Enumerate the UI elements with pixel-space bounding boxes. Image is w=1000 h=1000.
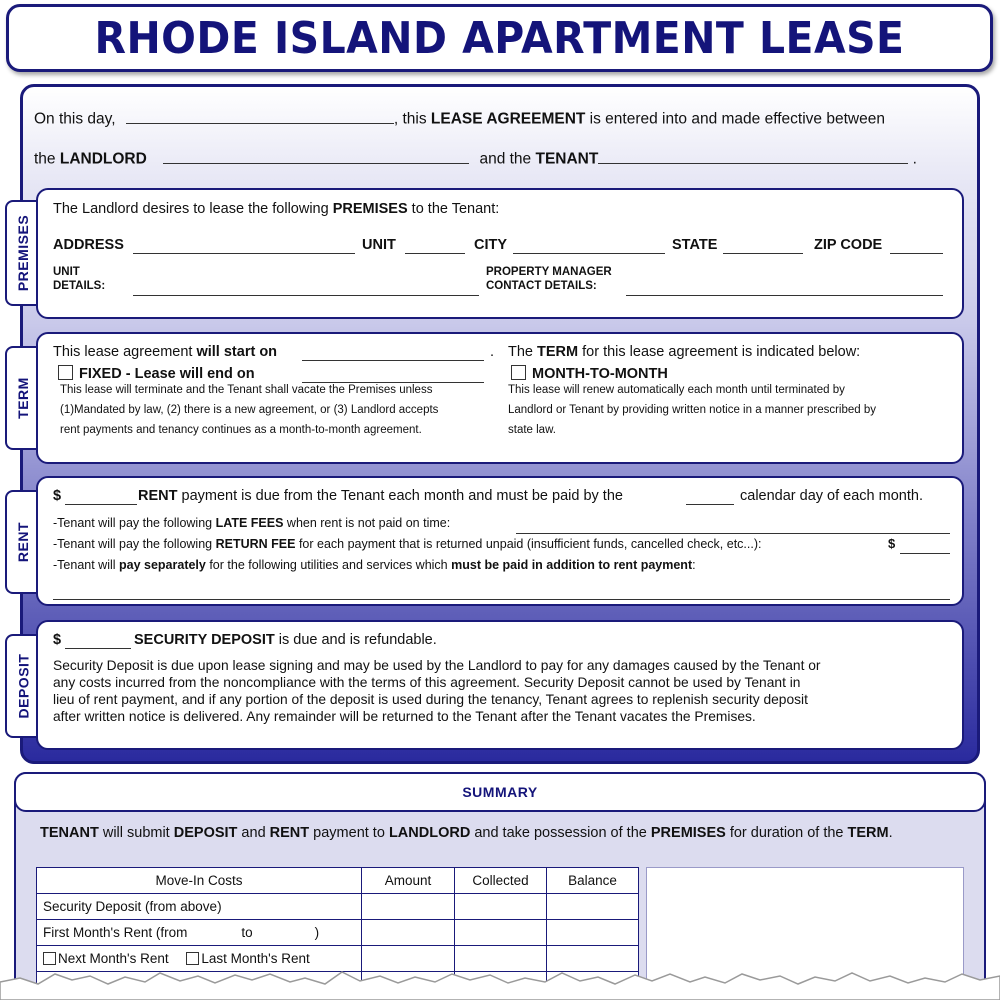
late-b: LATE FEES	[215, 516, 284, 530]
col-amount: Amount	[362, 868, 455, 894]
pm-contact-field[interactable]	[626, 280, 943, 296]
sum-tenant: TENANT	[40, 825, 99, 841]
pm-label-2: CONTACT DETAILS:	[486, 280, 597, 292]
cell-collected[interactable]	[455, 920, 547, 946]
state-field[interactable]	[723, 238, 803, 254]
cell-balance[interactable]	[547, 894, 639, 920]
table-row	[37, 920, 639, 946]
deposit-tab-label: DEPOSIT	[15, 653, 31, 719]
effective-between-label: is entered into and made effective between	[585, 110, 885, 128]
intro-line-1	[34, 108, 885, 129]
premises-tab-label: PREMISES	[15, 214, 32, 292]
late-a: -Tenant will pay the following	[53, 516, 216, 530]
deposit-para-3: lieu of rent payment, and if any portion of the deposit is used during the tenancy, Tenant agrees to replenish security deposit	[53, 692, 808, 707]
last-month-label: Last Month's Rent	[201, 951, 310, 966]
late-c: when rent is not paid on time:	[283, 516, 451, 530]
deposit-due-text	[134, 632, 437, 648]
col-balance: Balance	[547, 868, 639, 894]
zip-field[interactable]	[890, 238, 943, 254]
return-dollar: $	[888, 536, 896, 551]
col-collected: Collected	[455, 868, 547, 894]
sum-deposit: DEPOSIT	[173, 825, 238, 841]
deposit-amount-field[interactable]	[65, 633, 131, 649]
fixed-desc-2: (1)Mandated by law, (2) there is a new agreement, or (3) Landlord accepts	[60, 404, 439, 416]
landlord-label: LANDLORD	[59, 150, 147, 168]
term-tab	[5, 346, 39, 450]
unit-details-label-1: UNIT	[53, 266, 80, 278]
return-fee-field[interactable]	[900, 538, 950, 554]
deposit-section	[36, 620, 964, 750]
premises-tab	[5, 200, 39, 306]
deposit-due: is due and is refundable.	[274, 632, 437, 648]
sum-duration: for duration of the	[725, 825, 848, 841]
sum-end: .	[888, 825, 893, 841]
return-a: -Tenant will pay the following	[53, 537, 216, 551]
rent-due-day-field[interactable]	[686, 489, 734, 505]
util-e: :	[692, 558, 696, 572]
pm-label-1: PROPERTY MANAGER	[486, 266, 612, 278]
sum-payment-to: payment to	[309, 825, 389, 841]
util-b: pay separately	[119, 558, 206, 572]
summary-header: SUMMARY	[14, 772, 986, 812]
start-b: will start on	[196, 344, 278, 360]
fixed-desc-3: rent payments and tenancy continues as a month-to-month agreement.	[60, 424, 422, 436]
city-field[interactable]	[513, 238, 665, 254]
tenant-label: TENANT	[535, 150, 599, 168]
util-c: for the following utilities and services which	[205, 558, 452, 572]
landlord-name-field[interactable]	[163, 148, 469, 164]
indicated-a: The	[508, 344, 538, 360]
indicated-c: for this lease agreement is indicated below:	[578, 344, 861, 360]
start-a: This lease agreement	[53, 344, 197, 360]
col-move-in-costs: Move-In Costs	[37, 868, 362, 894]
row-first-month	[37, 920, 362, 946]
premises-section	[36, 188, 964, 319]
table-row	[37, 894, 639, 920]
cell-amount[interactable]	[362, 920, 455, 946]
unit-label: UNIT	[362, 237, 396, 253]
lease-agreement-label: LEASE AGREEMENT	[430, 110, 586, 128]
deposit-label: SECURITY DEPOSIT	[134, 632, 275, 648]
sum-landlord: LANDLORD	[388, 825, 471, 841]
row-security-deposit: Security Deposit (from above)	[37, 894, 362, 920]
unit-field[interactable]	[405, 238, 465, 254]
first-month-c: )	[314, 925, 320, 940]
unit-details-label-2: DETAILS:	[53, 280, 106, 292]
fixed-label: FIXED - Lease will end on	[79, 366, 255, 382]
desires-c: to the Tenant:	[407, 201, 500, 217]
rent-due: payment is due from the Tenant each month and must be paid by the	[177, 488, 623, 504]
rent-section	[36, 476, 964, 606]
deposit-tab	[5, 634, 39, 738]
cell-amount[interactable]	[362, 894, 455, 920]
deposit-dollar: $	[53, 632, 62, 648]
end-date-field[interactable]	[302, 367, 484, 383]
first-month-a: First Month's Rent (from	[43, 925, 188, 940]
desires-b: PREMISES	[332, 201, 408, 217]
first-month-b: to	[241, 925, 253, 940]
util-d: must be paid in addition to rent payment	[451, 558, 693, 572]
next-month-label: Next Month's Rent	[58, 951, 169, 966]
city-label: CITY	[474, 237, 508, 253]
page-title: RHODE ISLAND APARTMENT LEASE	[94, 12, 905, 64]
address-field[interactable]	[133, 238, 355, 254]
rent-amount-field[interactable]	[65, 489, 137, 505]
date-field[interactable]	[126, 108, 394, 124]
sum-will-submit: will submit	[98, 825, 174, 841]
rent-tab-label: RENT	[15, 521, 31, 563]
start-period: .	[490, 344, 495, 360]
title-banner	[6, 4, 993, 72]
fixed-desc-1: This lease will terminate and the Tenant shall vacate the Premises unless	[60, 384, 433, 396]
fixed-checkbox[interactable]	[58, 365, 73, 380]
return-c: for each payment that is returned unpaid (insufficient funds, cancelled check, etc...):	[295, 537, 762, 551]
sum-and: and	[237, 825, 270, 841]
term-indicated-text	[508, 344, 860, 360]
tenant-name-field[interactable]	[598, 148, 908, 164]
deposit-para-2: any costs incurred from the noncompliance with the terms of this agreement. Security Deposit cannot be used by Tenant in	[53, 675, 801, 690]
desires-a: The Landlord desires to lease the following	[53, 201, 333, 217]
the-label: the	[34, 150, 60, 168]
address-label: ADDRESS	[53, 237, 124, 253]
this-label: , this	[393, 110, 431, 128]
start-text	[53, 344, 277, 360]
mtm-desc-1: This lease will renew automatically each month until terminated by	[508, 384, 845, 396]
zip-label: ZIP CODE	[814, 237, 883, 253]
torn-edge-graphic	[0, 960, 1000, 1000]
rent-label: RENT	[138, 488, 178, 504]
deposit-para-1: Security Deposit is due upon lease signing and may be used by the Landlord to pay for any damages caused by the Tenant or	[53, 658, 821, 673]
indicated-b: TERM	[537, 344, 579, 360]
late-fees-text	[53, 516, 450, 530]
premises-desires-text	[53, 201, 499, 217]
unit-details-field[interactable]	[133, 280, 479, 296]
and-the-label: and the	[479, 150, 536, 168]
cell-collected[interactable]	[455, 894, 547, 920]
sum-rent: RENT	[269, 825, 310, 841]
state-label: STATE	[672, 237, 718, 253]
fixed-option[interactable]	[58, 365, 255, 382]
mtm-option[interactable]	[511, 365, 668, 382]
sum-premises: PREMISES	[650, 825, 726, 841]
term-section	[36, 332, 964, 464]
mtm-desc-3: state law.	[508, 424, 556, 436]
sum-take: and take possession of the	[470, 825, 651, 841]
summary-statement	[40, 825, 893, 841]
start-date-field[interactable]	[302, 345, 484, 361]
utilities-text	[53, 558, 696, 572]
rent-dollar: $	[53, 488, 62, 504]
rent-tab	[5, 490, 39, 594]
on-this-day-label: On this day,	[34, 110, 116, 128]
utilities-field[interactable]	[53, 584, 950, 600]
calendar-day-label: calendar day of each month.	[740, 488, 923, 504]
period: .	[912, 150, 917, 168]
cell-balance[interactable]	[547, 920, 639, 946]
return-fee-text	[53, 537, 761, 551]
table-header-row	[37, 868, 639, 894]
intro-line-2	[34, 148, 917, 169]
rent-due-text	[138, 488, 623, 504]
deposit-para-4: after written notice is delivered. Any remainder will be returned to the Tenant after the Tenant vacates the Premises.	[53, 709, 756, 724]
sum-term: TERM	[847, 825, 889, 841]
term-tab-label: TERM	[15, 377, 32, 419]
return-b: RETURN FEE	[215, 537, 296, 551]
late-fees-field[interactable]	[516, 518, 950, 534]
util-a: -Tenant will	[53, 558, 119, 572]
mtm-desc-2: Landlord or Tenant by providing written notice in a manner prescribed by	[508, 404, 876, 416]
mtm-label: MONTH-TO-MONTH	[532, 366, 668, 382]
mtm-checkbox[interactable]	[511, 365, 526, 380]
